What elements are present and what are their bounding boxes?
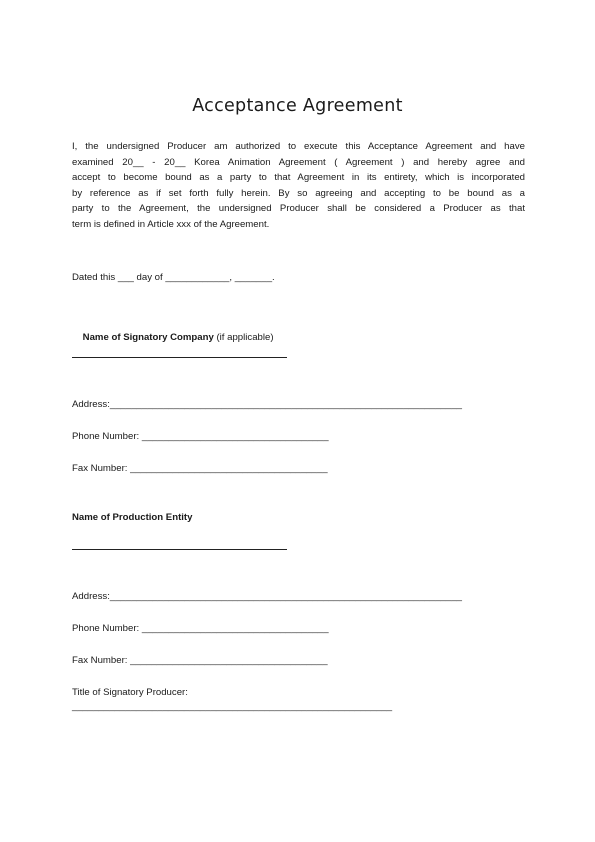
production-entity-heading: Name of Production Entity	[72, 512, 193, 523]
production-entity-name-field[interactable]	[72, 549, 287, 550]
dated-line[interactable]: Dated this ___ day of ____________, _______.	[72, 272, 275, 283]
intro-line: party to the Agreement, the undersigned Producer shall be considered a Producer as that	[72, 203, 525, 215]
intro-line: I, the undersigned Producer am authorized to execute this Acceptance Agreement and have	[72, 141, 525, 152]
signatory-producer-title-field[interactable]: ____________________________________________________________	[72, 701, 393, 712]
signatory-company-address-field[interactable]: Address:__________________________________________________________________	[72, 399, 463, 410]
production-entity-phone-field[interactable]: Phone Number: ___________________________________	[72, 623, 329, 634]
signatory-company-label: Name of Signatory Company	[82, 332, 214, 343]
intro-line: accept to become bound as a party to that Agreement in its entirety, which is incorporated	[72, 172, 525, 184]
intro-paragraph	[72, 139, 525, 233]
signatory-company-name-field[interactable]	[72, 357, 287, 358]
signatory-producer-title-label: Title of Signatory Producer:	[72, 687, 188, 698]
signatory-company-note: (if applicable)	[213, 332, 274, 343]
signatory-company-phone-field[interactable]: Phone Number: ___________________________________	[72, 431, 329, 442]
production-entity-address-field[interactable]: Address:__________________________________________________________________	[72, 591, 463, 602]
intro-line: term is defined in Article xxx of the Agreement.	[72, 218, 270, 230]
production-entity-fax-field[interactable]: Fax Number: _____________________________________	[72, 655, 328, 666]
intro-line: by reference as if set forth fully herein. By so agreeing and accepting to be bound as a	[72, 187, 525, 199]
signatory-company-fax-field[interactable]: Fax Number: _____________________________________	[72, 463, 328, 474]
document-title: Acceptance Agreement	[192, 96, 403, 116]
signatory-company-heading	[72, 320, 274, 356]
intro-line: examined 20__ - 20__ Korea Animation Agreement ( Agreement ) and hereby agree and	[72, 156, 525, 168]
